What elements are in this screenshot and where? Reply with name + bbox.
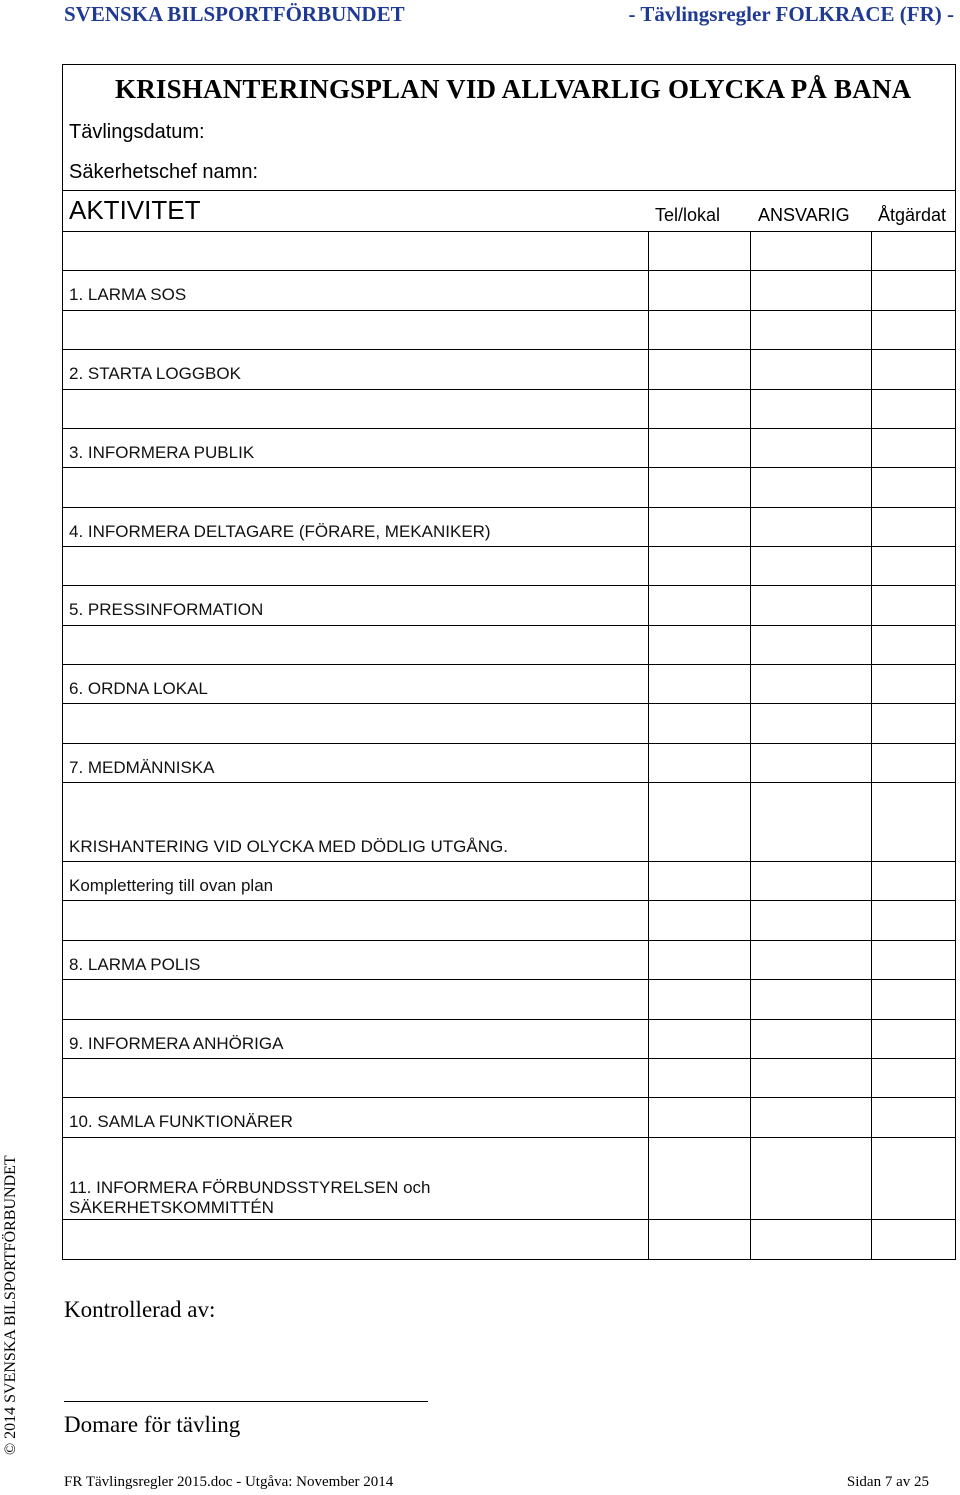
footer-page-number: Sidan 7 av 25 <box>846 1474 929 1490</box>
list-item: 5. PRESSINFORMATION <box>69 600 264 619</box>
date-label: Tävlingsdatum: <box>69 121 205 143</box>
table-bottom-rule <box>63 1259 955 1260</box>
row-divider <box>63 389 955 390</box>
header-org: SVENSKA BILSPORTFÖRBUNDET <box>64 2 405 26</box>
list-item: 11. INFORMERA FÖRBUNDSSTYRELSEN och SÄKERHETSKOMMITTÉN <box>69 1178 431 1217</box>
row-divider <box>63 940 955 941</box>
list-item: 6. ORDNA LOKAL <box>69 679 208 698</box>
list-item: 3. INFORMERA PUBLIK <box>69 443 255 462</box>
row-divider <box>63 1019 955 1020</box>
column-header-responsible: ANSVARIG <box>758 205 850 225</box>
row-divider <box>63 1219 955 1220</box>
list-item: 1. LARMA SOS <box>69 285 187 304</box>
row-divider <box>63 979 955 980</box>
crisis-plan-form <box>62 64 956 1260</box>
row-divider <box>63 585 955 586</box>
judge-label: Domare för tävling <box>64 1412 241 1437</box>
section-heading: KRISHANTERING VID OLYCKA MED DÖDLIG UTGÅNG. <box>69 837 508 856</box>
row-divider <box>63 782 955 783</box>
column-header-activity: AKTIVITET <box>69 195 201 225</box>
column-divider-done <box>871 231 872 1259</box>
row-divider <box>63 743 955 744</box>
list-item: 2. STARTA LOGGBOK <box>69 364 241 383</box>
row-divider <box>63 507 955 508</box>
column-divider-tel <box>648 231 649 1259</box>
column-header-tel: Tel/lokal <box>655 205 721 225</box>
row-divider <box>63 467 955 468</box>
safety-chief-label: Säkerhetschef namn: <box>69 161 258 183</box>
row-divider <box>63 428 955 429</box>
row-divider <box>63 270 955 271</box>
row-divider <box>63 861 955 862</box>
row-divider <box>63 900 955 901</box>
list-item: 4. INFORMERA DELTAGARE (FÖRARE, MEKANIKER) <box>69 522 491 541</box>
section-subheading: Komplettering till ovan plan <box>69 876 274 895</box>
row-divider <box>63 703 955 704</box>
form-title: KRISHANTERINGSPLAN VID ALLVARLIG OLYCKA PÅ BANA <box>115 74 912 104</box>
column-divider-responsible <box>750 231 751 1259</box>
table-top-rule <box>63 231 955 232</box>
footer-document-info: FR Tävlingsregler 2015.doc - Utgåva: November 2014 <box>64 1474 394 1490</box>
row-divider <box>63 1097 955 1098</box>
header-divider <box>63 190 955 191</box>
row-divider <box>63 1137 955 1138</box>
row-divider <box>63 1058 955 1059</box>
copyright-side-text: © 2014 SVENSKA BILSPORTFÖRBUNDET <box>2 1155 19 1455</box>
row-divider <box>63 664 955 665</box>
list-item: 8. LARMA POLIS <box>69 955 201 974</box>
list-item: 10. SAMLA FUNKTIONÄRER <box>69 1112 293 1131</box>
list-item: 7. MEDMÄNNISKA <box>69 758 215 777</box>
signature-line <box>64 1401 428 1402</box>
column-header-done: Åtgärdat <box>878 205 947 225</box>
header-doc-title: - Tävlingsregler FOLKRACE (FR) - <box>628 2 954 26</box>
row-divider <box>63 310 955 311</box>
checked-by-label: Kontrollerad av: <box>64 1297 216 1322</box>
row-divider <box>63 625 955 626</box>
row-divider <box>63 349 955 350</box>
list-item: 9. INFORMERA ANHÖRIGA <box>69 1034 284 1053</box>
row-divider <box>63 546 955 547</box>
